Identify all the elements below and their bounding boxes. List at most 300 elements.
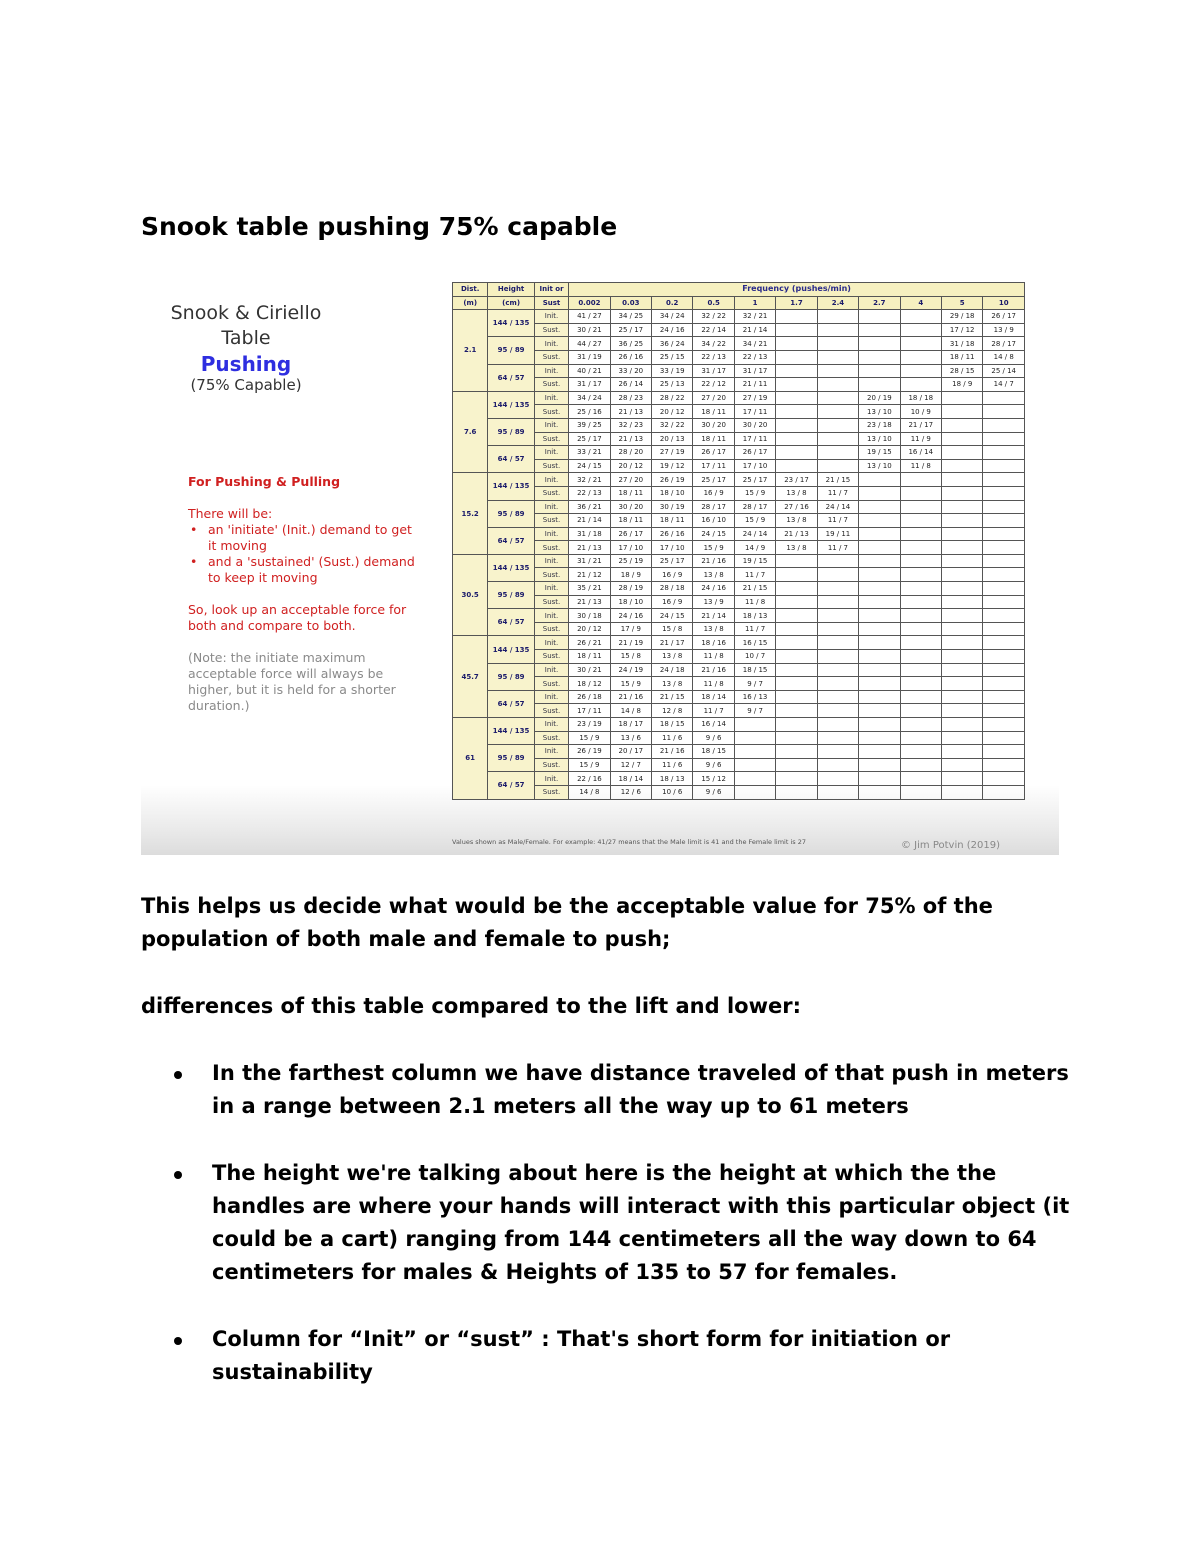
force-value-cell: 25 / 13: [652, 378, 693, 392]
height-cell: 64 / 57: [488, 446, 534, 473]
force-value-cell: 31 / 18: [941, 337, 982, 351]
force-value-cell: 15 / 9: [569, 758, 610, 772]
bullet-dot-icon: [174, 1337, 182, 1345]
init-label-cell: Init.: [534, 690, 568, 704]
force-value-cell: 30 / 21: [569, 323, 610, 337]
force-value-cell: [941, 391, 982, 405]
force-value-cell: 13 / 8: [693, 622, 734, 636]
force-value-cell: [817, 745, 858, 759]
force-value-cell: 30 / 19: [652, 500, 693, 514]
force-value-cell: 31 / 19: [569, 350, 610, 364]
force-value-cell: [941, 731, 982, 745]
header-frequency-cell: 0.5: [693, 296, 734, 310]
table-row: [453, 704, 1025, 718]
force-value-cell: [817, 568, 858, 582]
force-value-cell: 21 / 13: [610, 432, 651, 446]
init-label-cell: Init.: [534, 772, 568, 786]
force-value-cell: 17 / 10: [652, 541, 693, 555]
force-value-cell: [941, 405, 982, 419]
force-value-cell: [859, 636, 900, 650]
table-row: [453, 718, 1025, 732]
table-row: [453, 446, 1025, 460]
force-value-cell: 26 / 16: [652, 527, 693, 541]
height-cell: 64 / 57: [488, 527, 534, 554]
force-value-cell: [817, 432, 858, 446]
force-value-cell: 28 / 20: [610, 446, 651, 460]
force-value-cell: [983, 650, 1025, 664]
force-value-cell: 13 / 6: [610, 731, 651, 745]
force-value-cell: 17 / 10: [734, 459, 775, 473]
force-value-cell: [941, 785, 982, 799]
height-cell: 144 / 135: [488, 473, 534, 500]
force-value-cell: 25 / 17: [734, 473, 775, 487]
force-value-cell: 21 / 15: [734, 582, 775, 596]
height-cell: 144 / 135: [488, 391, 534, 418]
force-value-cell: 15 / 12: [693, 772, 734, 786]
force-value-cell: [859, 745, 900, 759]
force-value-cell: [941, 514, 982, 528]
force-value-cell: 31 / 17: [734, 364, 775, 378]
force-value-cell: [983, 405, 1025, 419]
force-value-cell: [983, 418, 1025, 432]
force-value-cell: [859, 582, 900, 596]
force-value-cell: [900, 745, 941, 759]
force-value-cell: 10 / 7: [734, 650, 775, 664]
force-value-cell: 17 / 10: [610, 541, 651, 555]
force-value-cell: 20 / 17: [610, 745, 651, 759]
force-value-cell: [817, 636, 858, 650]
sust-label-cell: Sust.: [534, 323, 568, 337]
force-value-cell: 22 / 12: [693, 378, 734, 392]
force-value-cell: [776, 745, 817, 759]
force-value-cell: 18 / 11: [693, 405, 734, 419]
force-value-cell: 22 / 13: [569, 486, 610, 500]
force-value-cell: 19 / 15: [734, 554, 775, 568]
force-value-cell: 11 / 6: [652, 731, 693, 745]
sust-label-cell: Sust.: [534, 758, 568, 772]
force-value-cell: 18 / 18: [900, 391, 941, 405]
force-value-cell: 21 / 13: [610, 405, 651, 419]
force-value-cell: [900, 378, 941, 392]
height-cell: 144 / 135: [488, 718, 534, 745]
bullet-list: [141, 1057, 1071, 1423]
slide-title-capable: (75% Capable): [190, 376, 302, 394]
force-value-cell: 13 / 8: [693, 568, 734, 582]
force-value-cell: 14 / 9: [734, 541, 775, 555]
force-value-cell: 33 / 19: [652, 364, 693, 378]
force-value-cell: 15 / 9: [569, 731, 610, 745]
force-value-cell: 20 / 12: [569, 622, 610, 636]
bullet-dot-icon: [174, 1071, 182, 1079]
force-value-cell: 26 / 19: [652, 473, 693, 487]
force-value-cell: [776, 731, 817, 745]
force-value-cell: [817, 582, 858, 596]
force-value-cell: 18 / 14: [610, 772, 651, 786]
table-row: [453, 595, 1025, 609]
force-value-cell: [941, 772, 982, 786]
force-value-cell: 16 / 13: [734, 690, 775, 704]
force-value-cell: [817, 677, 858, 691]
force-value-cell: [859, 704, 900, 718]
force-value-cell: [983, 432, 1025, 446]
force-value-cell: [983, 554, 1025, 568]
force-value-cell: 21 / 13: [776, 527, 817, 541]
table-row: [453, 745, 1025, 759]
force-value-cell: [941, 745, 982, 759]
table-row: [453, 785, 1025, 799]
force-value-cell: [817, 418, 858, 432]
force-value-cell: [859, 527, 900, 541]
force-value-cell: [859, 622, 900, 636]
snook-slide-image: [141, 272, 1059, 855]
force-value-cell: 23 / 18: [859, 418, 900, 432]
force-value-cell: [900, 636, 941, 650]
force-value-cell: 27 / 19: [734, 391, 775, 405]
force-value-cell: [900, 310, 941, 324]
distance-cell: 61: [453, 718, 488, 800]
force-value-cell: [776, 636, 817, 650]
force-value-cell: [817, 554, 858, 568]
height-cell: 95 / 89: [488, 745, 534, 772]
slide-bullets: [188, 522, 418, 586]
force-value-cell: 24 / 15: [652, 609, 693, 623]
force-value-cell: 25 / 17: [693, 473, 734, 487]
force-value-cell: [941, 473, 982, 487]
force-value-cell: 16 / 14: [900, 446, 941, 460]
force-value-cell: [734, 772, 775, 786]
distance-cell: 7.6: [453, 391, 488, 473]
force-value-cell: [900, 704, 941, 718]
paragraph-purpose: This helps us decide what would be the acceptable value for 75% of the population of both male and female to push;: [141, 894, 993, 951]
force-value-cell: 24 / 16: [610, 609, 651, 623]
distance-cell: 30.5: [453, 554, 488, 636]
force-value-cell: 18 / 13: [734, 609, 775, 623]
force-value-cell: 17 / 11: [734, 432, 775, 446]
force-value-cell: 28 / 23: [610, 391, 651, 405]
force-value-cell: 36 / 21: [569, 500, 610, 514]
force-value-cell: [941, 527, 982, 541]
force-value-cell: [776, 459, 817, 473]
force-value-cell: 11 / 6: [652, 758, 693, 772]
force-value-cell: [900, 622, 941, 636]
force-value-cell: [859, 650, 900, 664]
force-value-cell: [859, 758, 900, 772]
force-value-cell: [776, 690, 817, 704]
force-value-cell: 16 / 15: [734, 636, 775, 650]
force-value-cell: [817, 622, 858, 636]
force-value-cell: 25 / 17: [610, 323, 651, 337]
sust-label-cell: Sust.: [534, 541, 568, 555]
force-value-cell: 18 / 12: [569, 677, 610, 691]
force-value-cell: 28 / 22: [652, 391, 693, 405]
force-value-cell: [983, 473, 1025, 487]
force-value-cell: [734, 785, 775, 799]
force-value-cell: 21 / 14: [734, 323, 775, 337]
force-value-cell: 20 / 12: [652, 405, 693, 419]
force-value-cell: [900, 609, 941, 623]
force-value-cell: [941, 568, 982, 582]
force-value-cell: 11 / 8: [900, 459, 941, 473]
force-value-cell: [983, 527, 1025, 541]
force-value-cell: [941, 541, 982, 555]
force-value-cell: [983, 690, 1025, 704]
table-row: [453, 391, 1025, 405]
table-row: [453, 500, 1025, 514]
force-value-cell: 25 / 15: [652, 350, 693, 364]
force-value-cell: 18 / 15: [693, 745, 734, 759]
force-value-cell: 18 / 16: [693, 636, 734, 650]
force-value-cell: [859, 364, 900, 378]
sust-label-cell: Sust.: [534, 459, 568, 473]
bullet-item-distance: [141, 1057, 1071, 1123]
force-value-cell: [941, 609, 982, 623]
height-cell: 95 / 89: [488, 663, 534, 690]
table-row: [453, 758, 1025, 772]
table-row: [453, 527, 1025, 541]
header-frequency-title: Frequency (pushes/min): [569, 283, 1025, 297]
force-value-cell: [900, 772, 941, 786]
table-row: [453, 690, 1025, 704]
force-value-cell: 17 / 11: [734, 405, 775, 419]
slide-bullet-init: • an 'initiate' (Init.) demand to get it moving: [188, 522, 418, 554]
bullet-item-init-sust: [141, 1323, 1071, 1389]
force-value-cell: [983, 758, 1025, 772]
force-value-cell: [983, 391, 1025, 405]
force-value-cell: [776, 622, 817, 636]
force-value-cell: [859, 323, 900, 337]
table-row: [453, 568, 1025, 582]
force-value-cell: [776, 595, 817, 609]
force-value-cell: [859, 731, 900, 745]
force-value-cell: 21 / 11: [734, 378, 775, 392]
force-value-cell: 21 / 16: [652, 745, 693, 759]
force-value-cell: [983, 677, 1025, 691]
height-cell: 64 / 57: [488, 609, 534, 636]
force-value-cell: 21 / 15: [652, 690, 693, 704]
force-value-cell: [776, 337, 817, 351]
force-value-cell: 35 / 21: [569, 582, 610, 596]
header-type-2: Sust: [534, 296, 568, 310]
force-value-cell: 26 / 17: [610, 527, 651, 541]
force-value-cell: 28 / 17: [693, 500, 734, 514]
force-value-cell: 17 / 12: [941, 323, 982, 337]
force-value-cell: [776, 718, 817, 732]
force-value-cell: 25 / 19: [610, 554, 651, 568]
force-value-cell: 27 / 19: [652, 446, 693, 460]
height-cell: 64 / 57: [488, 690, 534, 717]
force-value-cell: [859, 541, 900, 555]
force-value-cell: 26 / 17: [734, 446, 775, 460]
init-label-cell: Init.: [534, 636, 568, 650]
force-value-cell: 30 / 20: [693, 418, 734, 432]
force-value-cell: 40 / 21: [569, 364, 610, 378]
force-value-cell: 19 / 11: [817, 527, 858, 541]
force-value-cell: 30 / 20: [734, 418, 775, 432]
force-value-cell: 11 / 7: [693, 704, 734, 718]
force-value-cell: 28 / 19: [610, 582, 651, 596]
force-value-cell: [776, 432, 817, 446]
force-value-cell: 24 / 14: [734, 527, 775, 541]
force-value-cell: [859, 486, 900, 500]
force-value-cell: [817, 785, 858, 799]
force-value-cell: 32 / 21: [569, 473, 610, 487]
force-value-cell: [776, 772, 817, 786]
force-value-cell: 33 / 21: [569, 446, 610, 460]
force-value-cell: [941, 690, 982, 704]
force-value-cell: 27 / 20: [610, 473, 651, 487]
force-value-cell: 44 / 27: [569, 337, 610, 351]
force-value-cell: 25 / 17: [652, 554, 693, 568]
sust-label-cell: Sust.: [534, 432, 568, 446]
force-value-cell: [900, 473, 941, 487]
distance-cell: 45.7: [453, 636, 488, 718]
table-row: [453, 405, 1025, 419]
force-value-cell: [900, 582, 941, 596]
force-value-cell: [776, 582, 817, 596]
table-row: [453, 473, 1025, 487]
force-value-cell: [817, 663, 858, 677]
init-label-cell: Init.: [534, 418, 568, 432]
force-value-cell: 13 / 8: [776, 486, 817, 500]
force-value-cell: [817, 310, 858, 324]
force-value-cell: [941, 663, 982, 677]
force-value-cell: 18 / 11: [610, 514, 651, 528]
init-label-cell: Init.: [534, 554, 568, 568]
force-value-cell: [817, 690, 858, 704]
height-cell: 95 / 89: [488, 337, 534, 364]
force-value-cell: [817, 446, 858, 460]
table-footnote: Values shown as Male/Female. For example: 41/27 means that the Male limit is 41 and the Female limit is 27: [452, 838, 806, 846]
force-value-cell: 11 / 8: [693, 650, 734, 664]
force-value-cell: [734, 718, 775, 732]
force-value-cell: [817, 650, 858, 664]
bullet-text: In the farthest column we have distance traveled of that push in meters in a range between 2.1 meters all the way up to 61 meters: [212, 1061, 1069, 1118]
force-value-cell: 15 / 8: [652, 622, 693, 636]
force-value-cell: 15 / 9: [693, 541, 734, 555]
header-frequency-cell: 2.4: [817, 296, 858, 310]
force-value-cell: [776, 663, 817, 677]
bullet-dot-icon: [174, 1171, 182, 1179]
slide-title-pushing: Pushing: [200, 352, 292, 376]
force-value-cell: [817, 391, 858, 405]
force-value-cell: [859, 718, 900, 732]
force-value-cell: 10 / 6: [652, 785, 693, 799]
distance-cell: 2.1: [453, 310, 488, 392]
table-row: [453, 486, 1025, 500]
table-row: [453, 541, 1025, 555]
init-label-cell: Init.: [534, 446, 568, 460]
force-value-cell: [941, 650, 982, 664]
init-label-cell: Init.: [534, 337, 568, 351]
height-cell: 144 / 135: [488, 310, 534, 337]
force-value-cell: 28 / 17: [734, 500, 775, 514]
force-value-cell: 13 / 9: [693, 595, 734, 609]
force-value-cell: 16 / 9: [652, 568, 693, 582]
force-value-cell: 11 / 7: [817, 541, 858, 555]
sust-label-cell: Sust.: [534, 514, 568, 528]
force-value-cell: 18 / 11: [693, 432, 734, 446]
force-value-cell: [983, 609, 1025, 623]
force-value-cell: 13 / 8: [652, 677, 693, 691]
bullet-text: The height we're talking about here is the height at which the the handles are where your hands will interact with this particular object (it could be a cart) ranging from 144 centimeters all the way down to 64 centimeters for males & Heights of 135 to 57 for females.: [212, 1161, 1070, 1284]
header-type: Init or: [534, 283, 568, 297]
force-value-cell: 13 / 8: [652, 650, 693, 664]
table-row: [453, 337, 1025, 351]
force-value-cell: 32 / 22: [652, 418, 693, 432]
force-value-cell: 18 / 15: [652, 718, 693, 732]
force-value-cell: 22 / 16: [569, 772, 610, 786]
force-value-cell: [900, 718, 941, 732]
force-value-cell: 12 / 8: [652, 704, 693, 718]
table-header-row-2: [453, 296, 1025, 310]
force-value-cell: 33 / 20: [610, 364, 651, 378]
slide-so-text: So, look up an acceptable force for both and compare to both.: [188, 602, 407, 633]
force-value-cell: 16 / 9: [652, 595, 693, 609]
force-value-cell: [776, 446, 817, 460]
force-value-cell: [900, 554, 941, 568]
header-frequency-cell: 1.7: [776, 296, 817, 310]
force-value-cell: 24 / 16: [652, 323, 693, 337]
force-value-cell: 18 / 10: [610, 595, 651, 609]
sust-label-cell: Sust.: [534, 704, 568, 718]
header-frequency-cell: 1: [734, 296, 775, 310]
force-value-cell: [776, 350, 817, 364]
bullet-text: Column for “Init” or “sust” : That's short form for initiation or sustainability: [212, 1327, 951, 1384]
force-value-cell: [859, 514, 900, 528]
sust-label-cell: Sust.: [534, 785, 568, 799]
table-row: [453, 310, 1025, 324]
init-label-cell: Init.: [534, 582, 568, 596]
force-value-cell: 32 / 21: [734, 310, 775, 324]
force-value-cell: 11 / 9: [900, 432, 941, 446]
force-value-cell: [859, 378, 900, 392]
force-value-cell: [941, 500, 982, 514]
force-value-cell: 24 / 15: [693, 527, 734, 541]
force-value-cell: [776, 677, 817, 691]
header-frequency-cell: 0.002: [569, 296, 610, 310]
force-value-cell: [859, 554, 900, 568]
height-cell: 144 / 135: [488, 636, 534, 663]
force-value-cell: 41 / 27: [569, 310, 610, 324]
force-value-cell: [900, 568, 941, 582]
header-frequency-cell: 4: [900, 296, 941, 310]
force-value-cell: [817, 609, 858, 623]
header-dist-unit: (m): [453, 296, 488, 310]
force-value-cell: 24 / 14: [817, 500, 858, 514]
height-cell: 144 / 135: [488, 554, 534, 581]
force-value-cell: [941, 432, 982, 446]
force-value-cell: 17 / 11: [693, 459, 734, 473]
header-frequency-cell: 0.2: [652, 296, 693, 310]
height-cell: 95 / 89: [488, 582, 534, 609]
force-value-cell: 28 / 17: [983, 337, 1025, 351]
force-value-cell: [941, 446, 982, 460]
table-row: [453, 514, 1025, 528]
snook-table: [452, 282, 1025, 800]
force-value-cell: 15 / 9: [734, 486, 775, 500]
force-value-cell: 11 / 8: [734, 595, 775, 609]
force-value-cell: [859, 609, 900, 623]
force-value-cell: [817, 595, 858, 609]
force-value-cell: 16 / 14: [693, 718, 734, 732]
force-value-cell: [817, 772, 858, 786]
force-value-cell: [900, 758, 941, 772]
force-value-cell: 18 / 9: [941, 378, 982, 392]
force-value-cell: 21 / 14: [693, 609, 734, 623]
force-value-cell: 21 / 16: [693, 663, 734, 677]
force-value-cell: 34 / 22: [693, 337, 734, 351]
init-label-cell: Init.: [534, 609, 568, 623]
